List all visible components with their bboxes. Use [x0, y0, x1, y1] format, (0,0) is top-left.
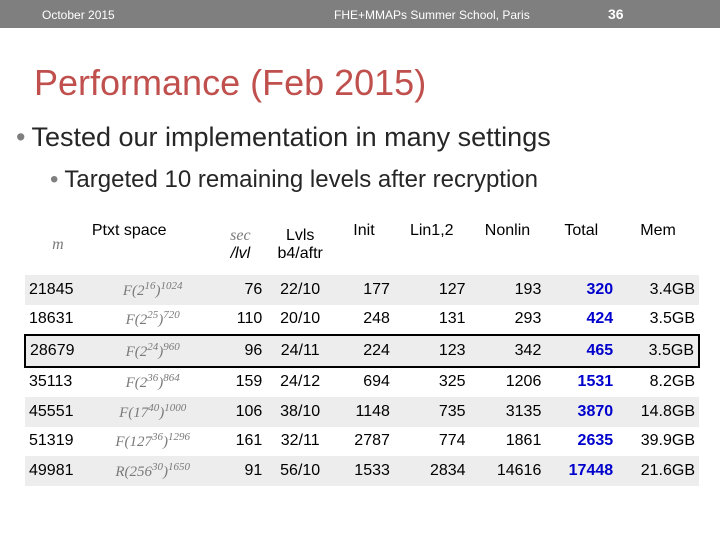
slide-title: Performance (Feb 2015): [34, 62, 427, 103]
cell-lvls: 56/10: [280, 461, 321, 479]
cell-mem: 3.4GB: [649, 280, 695, 298]
table-row: [25, 456, 699, 486]
bullet-level-1: [16, 122, 551, 153]
cell-lvls: 24/11: [266, 335, 334, 367]
header-sec: sec /lvl: [230, 226, 251, 262]
header-mem: Mem: [640, 222, 676, 239]
cell-lin: 325: [438, 373, 466, 391]
cell-sec: 91: [244, 461, 263, 479]
table-row: [25, 275, 699, 305]
cell-sec: 159: [235, 373, 263, 391]
header-nonlin: Nonlin: [484, 222, 531, 239]
slide-header: [0, 0, 720, 28]
cell-ptxt: $F(2^{24})^{960}$: [91, 335, 215, 367]
cell-init: 2787: [354, 432, 390, 450]
cell-init: 694: [363, 373, 390, 391]
cell-total: 3870: [577, 402, 614, 420]
table-row: [25, 427, 699, 457]
cell-total: 465: [545, 335, 617, 367]
cell-init: 1533: [354, 461, 390, 479]
cell-total: 1531: [577, 373, 614, 391]
performance-table: [24, 214, 700, 486]
cell-lvls: 38/10: [280, 402, 321, 420]
header-date: October 2015: [42, 8, 115, 22]
cell-m: 35113: [29, 373, 73, 391]
cell-sec: 76: [244, 280, 263, 298]
cell-lin: 774: [438, 432, 466, 450]
cell-ptxt: $F(17^{40})^{1000}$: [119, 401, 187, 421]
cell-mem: 14.8GB: [640, 402, 695, 420]
cell-mem: 8.2GB: [649, 373, 695, 391]
table-row: [25, 397, 699, 427]
cell-mem: 39.9GB: [640, 432, 695, 450]
header-total: Total: [564, 222, 599, 239]
cell-mem: 21.6GB: [640, 461, 695, 479]
cell-ptxt: $F(2^{25})^{720}$: [125, 309, 180, 329]
bullet-dot-icon: •: [50, 166, 59, 193]
cell-lvls: 20/10: [280, 310, 321, 328]
cell-lin: 2834: [429, 461, 466, 479]
cell-nonlin: 193: [514, 280, 542, 298]
cell-init: 1148: [355, 402, 390, 420]
cell-total: 2635: [577, 432, 614, 450]
cell-nonlin: 1861: [505, 432, 542, 450]
cell-m: 21845: [29, 280, 74, 298]
cell-nonlin: 342: [470, 335, 546, 367]
cell-init: 177: [363, 280, 390, 298]
header-conference: FHE+MMAPs Summer School, Paris: [334, 8, 530, 22]
cell-lin: 127: [438, 280, 466, 298]
header-lin: Lin1,2: [409, 222, 454, 239]
cell-lvls: 32/11: [280, 432, 320, 450]
cell-mem: 3.5GB: [617, 335, 699, 367]
cell-sec: 161: [235, 432, 263, 450]
cell-ptxt: $F(127^{36})^{1296}$: [115, 431, 190, 451]
slide-number: 36: [608, 6, 624, 22]
header-init: Init: [353, 222, 375, 239]
cell-m: 28679: [25, 335, 91, 367]
header-lvls: Lvls b4/aftr: [277, 226, 323, 262]
cell-init: 248: [363, 310, 390, 328]
bullet-text: Targeted 10 remaining levels after recryption: [64, 166, 538, 193]
cell-lin: 735: [438, 402, 466, 420]
cell-m: 51319: [29, 432, 74, 450]
cell-ptxt: $R(256^{30})^{1650}$: [115, 460, 190, 480]
cell-nonlin: 293: [514, 310, 542, 328]
cell-init: 224: [334, 335, 394, 367]
cell-nonlin: 1206: [505, 373, 542, 391]
header-m: m: [52, 235, 64, 253]
bullet-dot-icon: •: [16, 122, 26, 152]
cell-ptxt: $F(2^{36})^{864}$: [125, 372, 180, 392]
bullet-level-2: [50, 166, 538, 194]
cell-mem: 3.5GB: [649, 310, 695, 328]
bullet-text: Tested our implementation in many settings: [31, 122, 551, 152]
cell-nonlin: 14616: [496, 461, 542, 479]
cell-ptxt: $F(2^{16})^{1024}$: [122, 279, 183, 299]
cell-sec: 96: [214, 335, 266, 367]
header-ptxt: Ptxt space: [91, 222, 167, 239]
table-header-row: [25, 214, 699, 275]
cell-lvls: 24/12: [280, 373, 321, 391]
cell-lin: 131: [438, 310, 466, 328]
cell-total: 424: [586, 310, 614, 328]
cell-nonlin: 3135: [505, 402, 542, 420]
table-row: [25, 305, 699, 336]
cell-lin: 123: [394, 335, 470, 367]
table-row: [25, 367, 699, 398]
table-row: [25, 335, 699, 367]
cell-lvls: 22/10: [280, 280, 321, 298]
cell-sec: 106: [235, 402, 263, 420]
cell-m: 49981: [29, 461, 74, 479]
cell-m: 18631: [29, 310, 74, 328]
cell-total: 320: [586, 280, 614, 298]
cell-m: 45551: [29, 402, 74, 420]
cell-sec: 110: [236, 310, 263, 328]
cell-total: 17448: [568, 461, 614, 479]
